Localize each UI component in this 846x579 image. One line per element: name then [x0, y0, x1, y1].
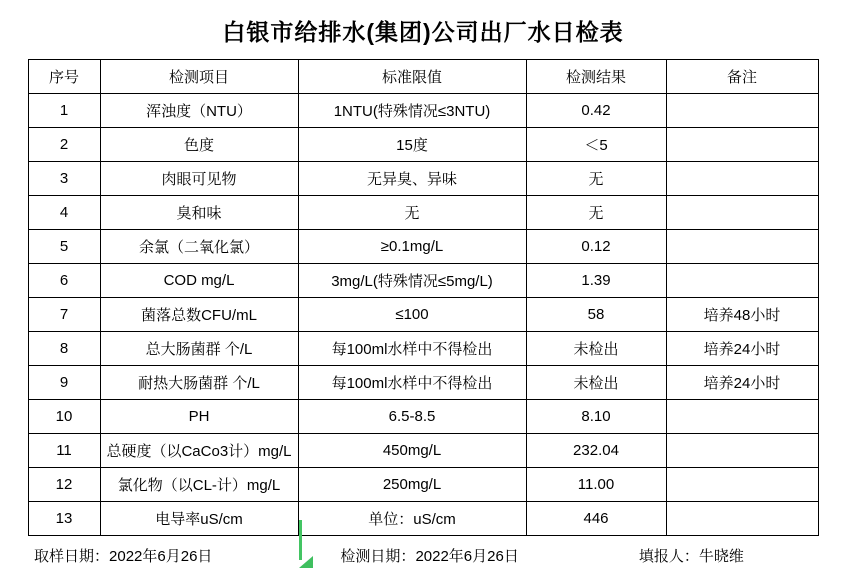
cell-item: 余氯（二氧化氯） — [100, 230, 298, 264]
cell-item: 肉眼可见物 — [100, 162, 298, 196]
cell-result: 446 — [526, 502, 666, 536]
sample-date-label: 取样日期： — [34, 548, 110, 565]
cell-no: 4 — [28, 196, 100, 230]
table-row — [28, 196, 818, 230]
column-header-item: 检测项目 — [100, 60, 298, 94]
table-row — [28, 264, 818, 298]
cell-item: PH — [100, 400, 298, 434]
table-row — [28, 128, 818, 162]
table-row — [28, 502, 818, 536]
cell-item: 总硬度（以CaCo3计）mg/L — [100, 434, 298, 468]
table-row — [28, 434, 818, 468]
table-row — [28, 468, 818, 502]
cell-remark: 培养24小时 — [666, 332, 818, 366]
cell-remark: 培养48小时 — [666, 298, 818, 332]
cell-result: 58 — [526, 298, 666, 332]
cell-standard: 单位：uS/cm — [298, 502, 526, 536]
table-row — [28, 230, 818, 264]
cell-no: 12 — [28, 468, 100, 502]
cell-standard: 450mg/L — [298, 434, 526, 468]
test-date-value: 2022年6月26日 — [415, 548, 519, 565]
table-row — [28, 162, 818, 196]
table-row — [28, 400, 818, 434]
column-header-result: 检测结果 — [526, 60, 666, 94]
sample-date — [34, 545, 212, 566]
cell-standard: ≤100 — [298, 298, 526, 332]
table-row — [28, 332, 818, 366]
filler-label: 填报人： — [638, 548, 699, 565]
cell-no: 7 — [28, 298, 100, 332]
cell-standard: 15度 — [298, 128, 526, 162]
cell-no: 10 — [28, 400, 100, 434]
cell-result: 232.04 — [526, 434, 666, 468]
cell-remark — [666, 264, 818, 298]
sample-date-value: 2022年6月26日 — [109, 548, 213, 565]
cell-item: COD mg/L — [100, 264, 298, 298]
test-date — [340, 545, 518, 566]
cell-item: 电导率uS/cm — [100, 502, 298, 536]
test-date-label: 检测日期： — [340, 548, 416, 565]
cell-standard: 无异臭、异味 — [298, 162, 526, 196]
column-header-no: 序号 — [28, 60, 100, 94]
cell-result: 0.42 — [526, 94, 666, 128]
green-edge-marker — [299, 520, 302, 560]
cell-standard: 3mg/L(特殊情况≤5mg/L) — [298, 264, 526, 298]
cell-no: 2 — [28, 128, 100, 162]
column-header-remark: 备注 — [666, 60, 818, 94]
cell-result: 未检出 — [526, 366, 666, 400]
cell-item: 氯化物（以CL-计）mg/L — [100, 468, 298, 502]
table-row — [28, 298, 818, 332]
footer-row — [28, 536, 818, 566]
cell-item: 耐热大肠菌群 个/L — [100, 366, 298, 400]
cell-no: 11 — [28, 434, 100, 468]
filler-value: 牛晓维 — [698, 548, 744, 565]
cell-remark — [666, 128, 818, 162]
cell-result: 无 — [526, 162, 666, 196]
cell-no: 3 — [28, 162, 100, 196]
cell-no: 5 — [28, 230, 100, 264]
cell-standard: 无 — [298, 196, 526, 230]
cell-remark — [666, 196, 818, 230]
cell-remark — [666, 400, 818, 434]
cell-result: 0.12 — [526, 230, 666, 264]
cell-no: 6 — [28, 264, 100, 298]
table-row — [28, 94, 818, 128]
cell-no: 1 — [28, 94, 100, 128]
cell-item: 总大肠菌群 个/L — [100, 332, 298, 366]
cell-item: 色度 — [100, 128, 298, 162]
cell-remark — [666, 434, 818, 468]
cell-no: 9 — [28, 366, 100, 400]
cell-standard: 250mg/L — [298, 468, 526, 502]
cell-result: 未检出 — [526, 332, 666, 366]
cell-result: 1.39 — [526, 264, 666, 298]
cell-remark — [666, 94, 818, 128]
cell-standard: 每100ml水样中不得检出 — [298, 366, 526, 400]
cell-remark: 培养24小时 — [666, 366, 818, 400]
inspection-table — [28, 59, 819, 536]
cell-item: 菌落总数CFU/mL — [100, 298, 298, 332]
cell-result: ＜5 — [526, 128, 666, 162]
cell-remark — [666, 468, 818, 502]
cell-item: 臭和味 — [100, 196, 298, 230]
cell-remark — [666, 230, 818, 264]
filler — [639, 545, 744, 566]
page-title: 白银市给排水(集团)公司出厂水日检表 — [222, 19, 624, 45]
cell-result: 11.00 — [526, 468, 666, 502]
cell-no: 13 — [28, 502, 100, 536]
cell-standard: 6.5-8.5 — [298, 400, 526, 434]
cell-result: 8.10 — [526, 400, 666, 434]
cell-remark — [666, 502, 818, 536]
table-header-row — [28, 60, 818, 94]
cell-result: 无 — [526, 196, 666, 230]
cell-remark — [666, 162, 818, 196]
cell-no: 8 — [28, 332, 100, 366]
column-header-standard: 标准限值 — [298, 60, 526, 94]
cell-standard: 每100ml水样中不得检出 — [298, 332, 526, 366]
cell-standard: ≥0.1mg/L — [298, 230, 526, 264]
cell-item: 浑浊度（NTU） — [100, 94, 298, 128]
table-row — [28, 366, 818, 400]
cell-standard: 1NTU(特殊情况≤3NTU) — [298, 94, 526, 128]
